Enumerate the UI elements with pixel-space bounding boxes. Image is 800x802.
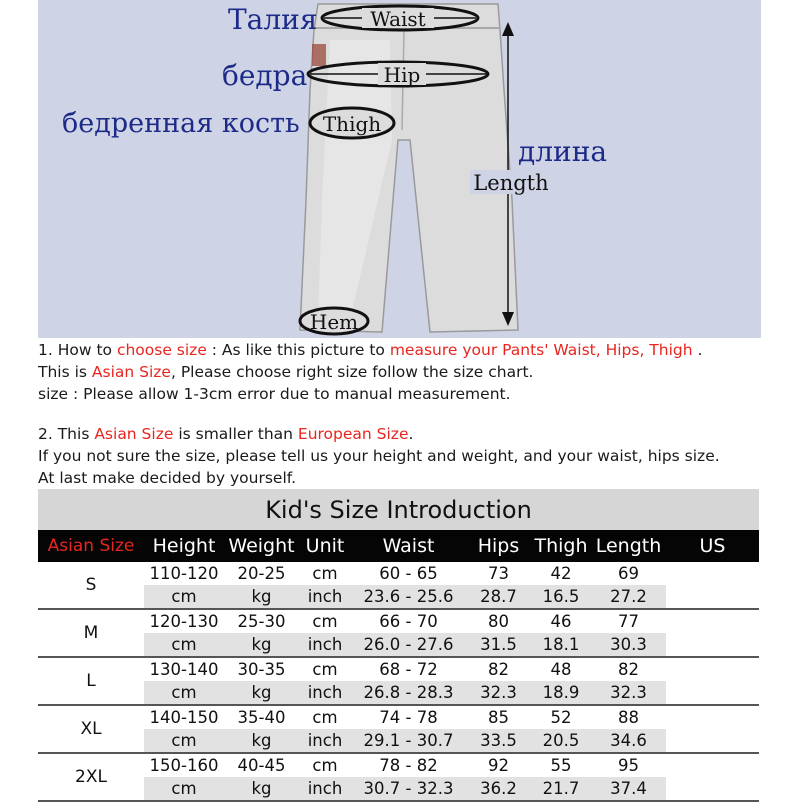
intro-line-2 — [38, 361, 533, 383]
intro-line-3 — [38, 383, 511, 405]
metric-row — [144, 658, 759, 681]
cell-us — [666, 729, 759, 752]
hem-label: Hem — [309, 310, 359, 334]
cell-hips: 80 — [488, 612, 509, 631]
intro-line-1 — [38, 339, 702, 361]
cell-waist: 26.8 - 28.3 — [351, 681, 466, 704]
cell-height: 150-160 — [149, 756, 219, 775]
cell-weight: kg — [224, 729, 299, 752]
length-label-ru: длина — [518, 135, 608, 168]
cell-length: 95 — [618, 756, 639, 775]
size-label: S — [85, 575, 97, 595]
cell-unit: cm — [312, 756, 338, 775]
cell-us — [666, 585, 759, 608]
cell-waist: 26.0 - 27.6 — [351, 633, 466, 656]
cell-weight: 30-35 — [237, 660, 286, 679]
table-title: Kid's Size Introduction — [38, 489, 759, 530]
intro-segment: 1. How to — [38, 341, 117, 359]
header-weight: Weight — [228, 535, 295, 557]
cell-unit: inch — [299, 729, 351, 752]
intro-segment: Asian Size — [94, 425, 174, 443]
cell-unit: cm — [312, 564, 338, 583]
cell-weight: kg — [224, 681, 299, 704]
header-asian-size: Asian Size — [47, 536, 135, 556]
metric-row — [144, 706, 759, 729]
cell-hips: 92 — [488, 756, 509, 775]
cell-us — [666, 681, 759, 704]
cell-thigh: 18.1 — [531, 633, 591, 656]
cell-unit: inch — [299, 585, 351, 608]
size-table — [38, 489, 759, 802]
intro-segment: measure your Pants' Waist, Hips, Thigh — [389, 341, 693, 359]
metric-row — [144, 610, 759, 633]
cell-us — [666, 610, 759, 633]
intro-line-6 — [38, 467, 296, 489]
intro-segment: . — [692, 341, 703, 359]
header-length: Length — [595, 535, 662, 557]
cell-unit: cm — [312, 612, 338, 631]
header-thigh: Thigh — [534, 535, 588, 557]
cell-thigh: 18.9 — [531, 681, 591, 704]
cell-height: cm — [144, 585, 224, 608]
cell-height: cm — [144, 681, 224, 704]
cell-height: cm — [144, 777, 224, 800]
imperial-row — [144, 777, 759, 800]
cell-weight: kg — [224, 633, 299, 656]
cell-height: cm — [144, 633, 224, 656]
cell-waist: 68 - 72 — [379, 660, 438, 679]
cell-hips: 82 — [488, 660, 509, 679]
cell-us — [666, 754, 759, 777]
intro-segment: Asian Size — [91, 363, 171, 381]
size-row-s — [38, 562, 759, 610]
cell-length: 34.6 — [591, 729, 666, 752]
cell-us — [666, 777, 759, 800]
intro-segment: This is — [38, 363, 92, 381]
cell-hips: 28.7 — [466, 585, 531, 608]
waist-label-ru: Талия — [228, 3, 318, 36]
thigh-label: Thigh — [322, 112, 382, 136]
measurement-diagram — [0, 0, 800, 340]
cell-us — [666, 658, 759, 681]
cell-waist: 74 - 78 — [379, 708, 438, 727]
cell-height: 130-140 — [149, 660, 219, 679]
cell-waist: 30.7 - 32.3 — [351, 777, 466, 800]
pants-illustration — [0, 0, 800, 340]
intro-segment: If you not sure the size, please tell us your height and weight, and your waist, hips size. — [38, 447, 720, 465]
imperial-row — [144, 585, 759, 608]
intro-segment: : As like this picture to — [206, 341, 390, 359]
cell-height: cm — [144, 729, 224, 752]
cell-thigh: 42 — [550, 564, 572, 583]
cell-height: 120-130 — [149, 612, 219, 631]
intro-line-4 — [38, 423, 413, 445]
thigh-label-ru: бедренная кость — [62, 108, 300, 139]
intro-segment: . — [408, 425, 414, 443]
waist-label: Waist — [370, 7, 426, 31]
cell-weight: kg — [224, 777, 299, 800]
intro-segment: size : Please allow 1-3cm error due to manual measurement. — [38, 385, 511, 403]
size-label: M — [83, 623, 99, 643]
cell-height: 110-120 — [149, 564, 219, 583]
intro-segment: choose size — [116, 341, 207, 359]
intro-segment: is smaller than — [173, 425, 298, 443]
length-arrow-top — [502, 22, 514, 36]
cell-hips: 31.5 — [466, 633, 531, 656]
cell-us — [666, 562, 759, 585]
hip-label-ru: бедра — [222, 59, 308, 92]
cell-hips: 85 — [488, 708, 509, 727]
cell-thigh: 48 — [550, 660, 572, 679]
imperial-row — [144, 681, 759, 704]
header-hips: Hips — [477, 535, 520, 557]
cell-length: 77 — [618, 612, 639, 631]
size-row-2xl — [38, 754, 759, 802]
cell-height: 140-150 — [149, 708, 219, 727]
header-height: Height — [152, 535, 216, 557]
cell-length: 69 — [618, 564, 639, 583]
cell-length: 37.4 — [591, 777, 666, 800]
size-label: 2XL — [75, 767, 107, 787]
cell-weight: 20-25 — [237, 564, 286, 583]
size-row-xl — [38, 706, 759, 754]
cell-unit: cm — [312, 660, 338, 679]
cell-waist: 23.6 - 25.6 — [351, 585, 466, 608]
header-waist: Waist — [382, 535, 435, 557]
cell-weight: 25-30 — [237, 612, 286, 631]
intro-line-5 — [38, 445, 720, 467]
header-unit: Unit — [305, 535, 345, 557]
cell-weight: kg — [224, 585, 299, 608]
cell-thigh: 55 — [550, 756, 572, 775]
cell-hips: 33.5 — [466, 729, 531, 752]
intro-segment: At last make decided by yourself. — [38, 469, 297, 487]
hip-label: Hip — [383, 63, 421, 87]
cell-waist: 66 - 70 — [379, 612, 438, 631]
cell-hips: 36.2 — [466, 777, 531, 800]
pants-tag — [312, 44, 326, 66]
cell-length: 27.2 — [591, 585, 666, 608]
size-label: L — [86, 671, 96, 691]
cell-unit: inch — [299, 777, 351, 800]
cell-us — [666, 633, 759, 656]
cell-hips: 32.3 — [466, 681, 531, 704]
cell-hips: 73 — [488, 564, 509, 583]
cell-waist: 29.1 - 30.7 — [351, 729, 466, 752]
header-us: US — [699, 535, 726, 557]
cell-thigh: 20.5 — [531, 729, 591, 752]
cell-thigh: 21.7 — [531, 777, 591, 800]
cell-unit: inch — [299, 633, 351, 656]
cell-weight: 35-40 — [237, 708, 286, 727]
cell-waist: 78 - 82 — [379, 756, 438, 775]
cell-waist: 60 - 65 — [379, 564, 438, 583]
metric-row — [144, 562, 759, 585]
metric-row — [144, 754, 759, 777]
intro-segment: 2. This — [38, 425, 95, 443]
imperial-row — [144, 633, 759, 656]
cell-thigh: 52 — [550, 708, 572, 727]
table-body — [38, 562, 759, 802]
table-header — [38, 530, 759, 562]
cell-unit: cm — [312, 708, 338, 727]
imperial-row — [144, 729, 759, 752]
size-label: XL — [80, 719, 102, 739]
cell-length: 30.3 — [591, 633, 666, 656]
cell-length: 32.3 — [591, 681, 666, 704]
cell-us — [666, 706, 759, 729]
length-label: Length — [473, 171, 549, 195]
cell-thigh: 46 — [550, 612, 572, 631]
cell-length: 82 — [618, 660, 639, 679]
cell-weight: 40-45 — [237, 756, 286, 775]
intro-segment: , Please choose right size follow the size chart. — [170, 363, 534, 381]
cell-unit: inch — [299, 681, 351, 704]
size-row-m — [38, 610, 759, 658]
intro-segment: European Size — [297, 425, 409, 443]
size-row-l — [38, 658, 759, 706]
cell-length: 88 — [618, 708, 639, 727]
cell-thigh: 16.5 — [531, 585, 591, 608]
